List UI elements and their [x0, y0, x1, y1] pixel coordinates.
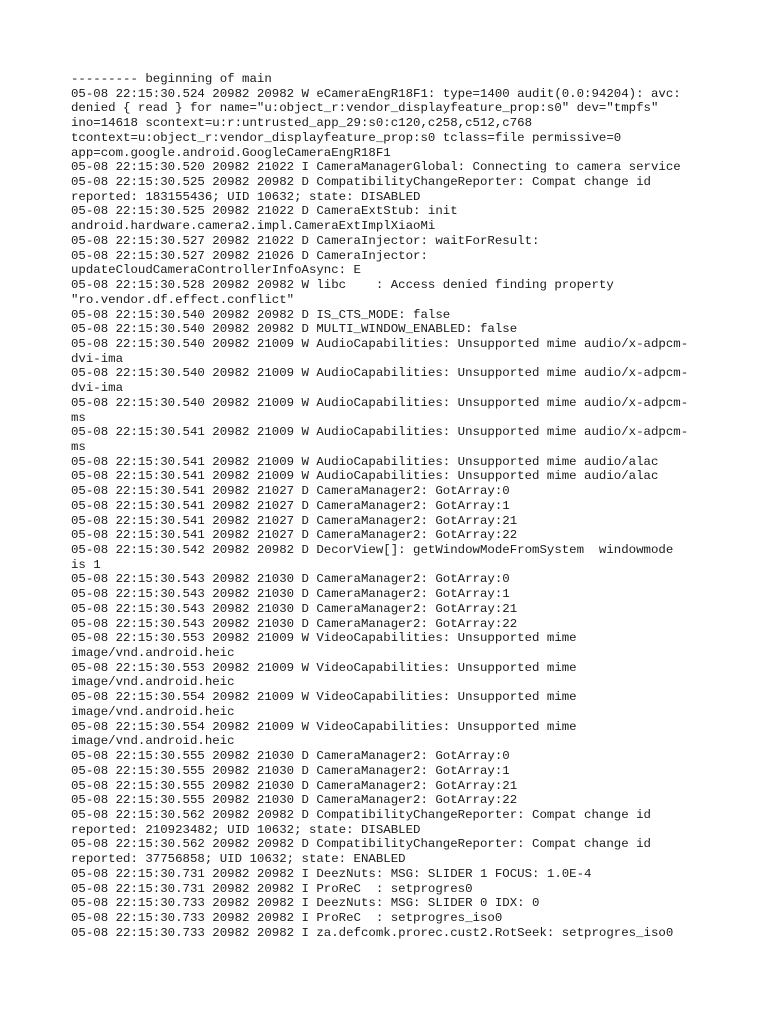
log-line: is 1 [71, 557, 101, 572]
log-line: ino=14618 scontext=u:r:untrusted_app_29:s0:c120,c258,c512,c768 [71, 116, 533, 131]
log-line: ms [71, 410, 86, 425]
log-line: 05-08 22:15:30.525 20982 21022 D CameraExtStub: init [71, 204, 458, 219]
log-line: 05-08 22:15:30.554 20982 21009 W VideoCapabilities: Unsupported mime [71, 719, 577, 734]
log-line: 05-08 22:15:30.541 20982 21027 D CameraManager2: GotArray:1 [71, 498, 510, 513]
log-line: dvi-ima [71, 381, 124, 396]
log-line: 05-08 22:15:30.541 20982 21027 D CameraManager2: GotArray:0 [71, 484, 510, 499]
log-line: 05-08 22:15:30.541 20982 21009 W AudioCapabilities: Unsupported mime audio/alac [71, 469, 659, 484]
log-line: 05-08 22:15:30.527 20982 21026 D CameraInjector: [71, 248, 428, 263]
log-line: 05-08 22:15:30.541 20982 21027 D CameraManager2: GotArray:22 [71, 528, 518, 543]
log-line: "ro.vendor.df.effect.conflict" [71, 292, 295, 307]
log-line: updateCloudCameraControllerInfoAsync: E [71, 263, 361, 278]
log-line: 05-08 22:15:30.525 20982 20982 D CompatibilityChangeReporter: Compat change id [71, 175, 651, 190]
log-line: 05-08 22:15:30.541 20982 21009 W AudioCapabilities: Unsupported mime audio/x-adpcm- [71, 425, 689, 440]
log-line: image/vnd.android.heic [71, 646, 235, 661]
log-line: 05-08 22:15:30.731 20982 20982 I ProReC : setprogres0 [71, 881, 473, 896]
log-line: 05-08 22:15:30.540 20982 20982 D MULTI_WINDOW_ENABLED: false [71, 322, 518, 337]
log-line: 05-08 22:15:30.733 20982 20982 I ProReC : setprogres_iso0 [71, 910, 503, 925]
log-line: 05-08 22:15:30.527 20982 21022 D CameraInjector: waitForResult: [71, 233, 540, 248]
log-line: 05-08 22:15:30.524 20982 20982 W eCameraEngR18F1: type=1400 audit(0.0:94204): avc: [71, 86, 681, 101]
log-line: 05-08 22:15:30.553 20982 21009 W VideoCapabilities: Unsupported mime [71, 660, 577, 675]
log-line: 05-08 22:15:30.554 20982 21009 W VideoCapabilities: Unsupported mime [71, 690, 577, 705]
log-line: image/vnd.android.heic [71, 734, 235, 749]
log-line: 05-08 22:15:30.520 20982 21022 I CameraManagerGlobal: Connecting to camera service [71, 160, 681, 175]
log-line: ms [71, 439, 86, 454]
log-line: 05-08 22:15:30.555 20982 21030 D CameraManager2: GotArray:22 [71, 793, 518, 808]
log-line: 05-08 22:15:30.733 20982 20982 I za.defcomk.prorec.cust2.RotSeek: setprogres_iso0 [71, 925, 674, 940]
log-line: 05-08 22:15:30.540 20982 21009 W AudioCapabilities: Unsupported mime audio/x-adpcm- [71, 395, 689, 410]
log-document [71, 72, 711, 940]
log-line: dvi-ima [71, 351, 124, 366]
log-line: denied { read } for name="u:object_r:vendor_displayfeature_prop:s0" dev="tmpfs" [71, 101, 659, 116]
log-line: 05-08 22:15:30.540 20982 21009 W AudioCapabilities: Unsupported mime audio/x-adpcm- [71, 366, 689, 381]
log-line: 05-08 22:15:30.541 20982 21027 D CameraManager2: GotArray:21 [71, 513, 518, 528]
log-line: 05-08 22:15:30.562 20982 20982 D CompatibilityChangeReporter: Compat change id [71, 807, 651, 822]
log-line: app=com.google.android.GoogleCameraEngR18F1 [71, 145, 391, 160]
log-line: 05-08 22:15:30.541 20982 21009 W AudioCapabilities: Unsupported mime audio/alac [71, 454, 659, 469]
log-line: 05-08 22:15:30.731 20982 20982 I DeezNuts: MSG: SLIDER 1 FOCUS: 1.0E-4 [71, 866, 592, 881]
log-line: 05-08 22:15:30.555 20982 21030 D CameraManager2: GotArray:21 [71, 778, 518, 793]
log-line: 05-08 22:15:30.528 20982 20982 W libc : Access denied finding property [71, 278, 614, 293]
log-line: reported: 183155436; UID 10632; state: DISABLED [71, 189, 421, 204]
log-line: 05-08 22:15:30.543 20982 21030 D CameraManager2: GotArray:21 [71, 601, 518, 616]
log-line: image/vnd.android.heic [71, 704, 235, 719]
log-line: image/vnd.android.heic [71, 675, 235, 690]
log-line: 05-08 22:15:30.540 20982 20982 D IS_CTS_MODE: false [71, 307, 451, 322]
log-line: 05-08 22:15:30.733 20982 20982 I DeezNuts: MSG: SLIDER 0 IDX: 0 [71, 896, 540, 911]
log-line: reported: 37756858; UID 10632; state: ENABLED [71, 852, 406, 867]
log-line: reported: 210923482; UID 10632; state: DISABLED [71, 822, 421, 837]
log-line: android.hardware.camera2.impl.CameraExtImplXiaoMi [71, 219, 436, 234]
log-line: 05-08 22:15:30.543 20982 21030 D CameraManager2: GotArray:0 [71, 572, 510, 587]
log-line: 05-08 22:15:30.543 20982 21030 D CameraManager2: GotArray:1 [71, 587, 510, 602]
log-line: 05-08 22:15:30.555 20982 21030 D CameraManager2: GotArray:1 [71, 763, 510, 778]
log-line: 05-08 22:15:30.540 20982 21009 W AudioCapabilities: Unsupported mime audio/x-adpcm- [71, 336, 689, 351]
log-line: 05-08 22:15:30.555 20982 21030 D CameraManager2: GotArray:0 [71, 749, 510, 764]
log-line: --------- beginning of main [71, 72, 272, 86]
log-line: 05-08 22:15:30.543 20982 21030 D CameraManager2: GotArray:22 [71, 616, 518, 631]
log-line: 05-08 22:15:30.553 20982 21009 W VideoCapabilities: Unsupported mime [71, 631, 577, 646]
log-line: 05-08 22:15:30.542 20982 20982 D DecorView[]: getWindowModeFromSystem windowmode [71, 543, 674, 557]
log-line: 05-08 22:15:30.562 20982 20982 D CompatibilityChangeReporter: Compat change id [71, 837, 651, 852]
log-line: tcontext=u:object_r:vendor_displayfeature_prop:s0 tclass=file permissive=0 [71, 130, 622, 145]
